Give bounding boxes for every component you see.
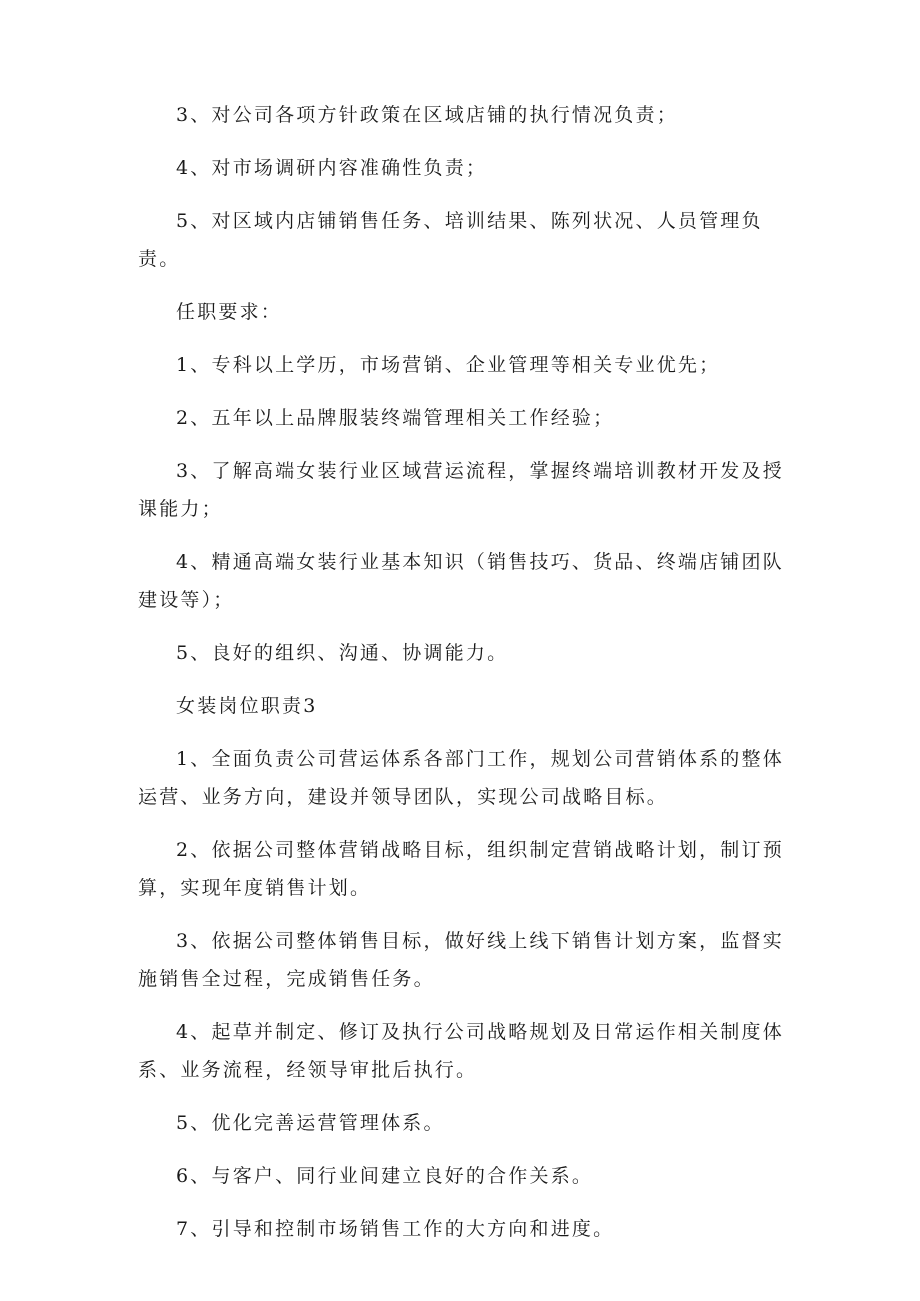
section-heading-duties-3: 女装岗位职责3	[176, 695, 318, 717]
paragraph-duty3-3: 3、依据公司整体销售目标，做好线上线下销售计划方案，监督实施销售全过程，完成销售任务。	[138, 930, 784, 990]
paragraph-duty3-7: 7、引导和控制市场销售工作的大方向和进度。	[176, 1218, 615, 1240]
paragraph-duty3-4: 4、起草并制定、修订及执行公司战略规划及日常运作相关制度体系、业务流程，经领导审批后执行。	[138, 1021, 784, 1081]
paragraph-requirement-5: 5、良好的组织、沟通、协调能力。	[176, 642, 509, 664]
paragraph-duty-5: 5、对区域内店铺销售任务、培训结果、陈列状况、人员管理负责。	[138, 210, 763, 270]
paragraph-requirement-4: 4、精通高端女装行业基本知识（销售技巧、货品、终端店铺团队建设等）；	[138, 551, 784, 611]
paragraph-duty-3: 3、对公司各项方针政策在区域店铺的执行情况负责；	[176, 104, 678, 126]
paragraph-requirement-2: 2、五年以上品牌服装终端管理相关工作经验；	[176, 407, 615, 429]
paragraph-duty3-5: 5、优化完善运营管理体系。	[176, 1112, 445, 1134]
paragraph-duty3-6: 6、与客户、同行业间建立良好的合作关系。	[176, 1165, 594, 1187]
paragraph-duty-4: 4、对市场调研内容准确性负责；	[176, 157, 488, 179]
paragraph-duty3-1: 1、全面负责公司营运体系各部门工作，规划公司营销体系的整体运营、业务方向，建设并领导团队，实现公司战略目标。	[138, 748, 784, 808]
document-body	[138, 96, 798, 1263]
paragraph-duty3-2: 2、依据公司整体营销战略目标，组织制定营销战略计划，制订预算，实现年度销售计划。	[138, 839, 784, 899]
paragraph-requirement-3: 3、了解高端女装行业区域营运流程，掌握终端培训教材开发及授课能力；	[138, 460, 784, 520]
section-heading-requirements: 任职要求：	[176, 301, 283, 323]
paragraph-requirement-1: 1、专科以上学历，市场营销、企业管理等相关专业优先；	[176, 354, 721, 376]
